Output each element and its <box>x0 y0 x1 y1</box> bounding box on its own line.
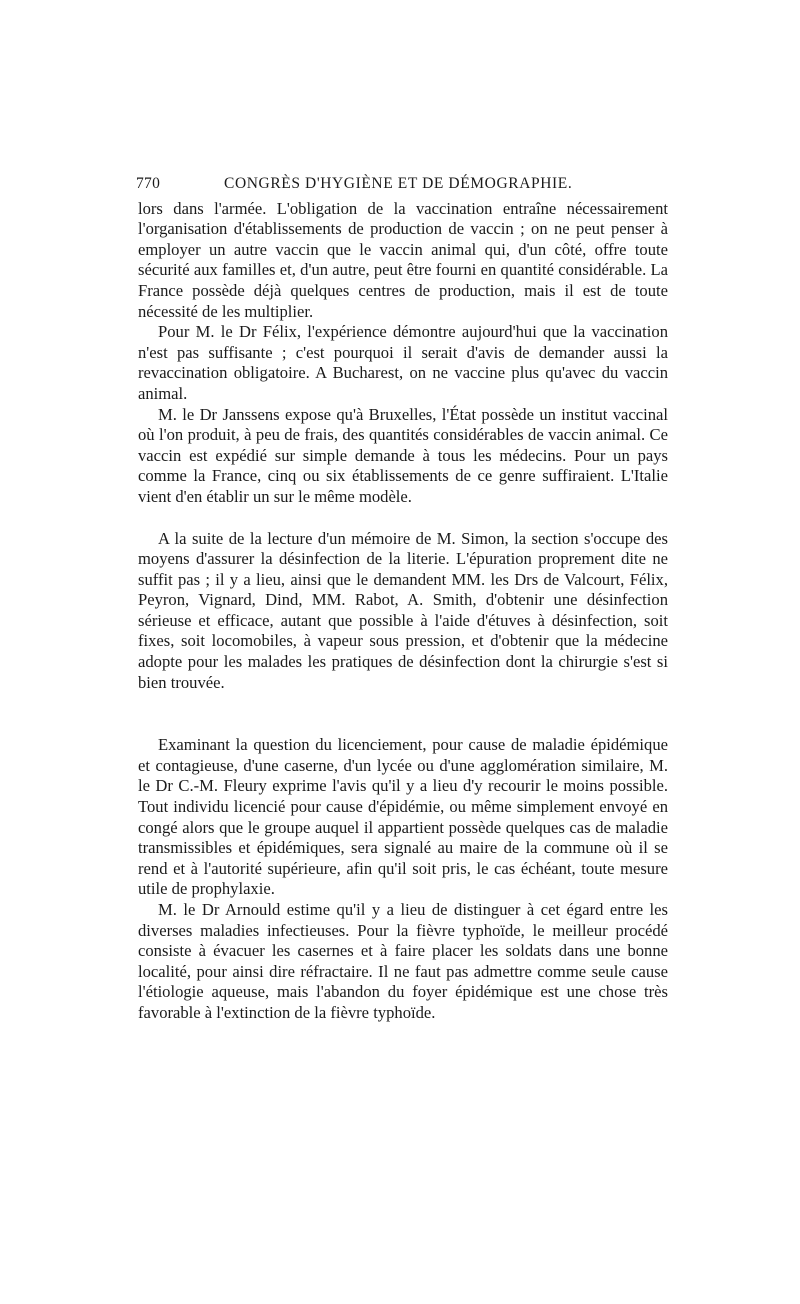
paragraph-janssens-brussels: M. le Dr Janssens expose qu'à Bruxelles, l'État possède un institut vaccinal où l'on produit, à peu de frais, des quantités considérables de vaccin animal. Ce vaccin est expédié sur simple demande à tous les médecins. Pour un pays comme la France, cinq ou six établissements de ce genre suffiraient. L'Italie vient d'en établir un sur le même modèle. <box>138 404 668 506</box>
paragraph-felix-revaccination: Pour M. le Dr Félix, l'expérience démontre aujourd'hui que la vaccination n'est pas suffisante ; c'est pourquoi il serait d'avis de demander aussi la revaccination obligatoire. A Bucharest, on ne vaccine plus qu'avec du vaccin animal. <box>138 322 668 403</box>
section-divider-space <box>138 508 668 529</box>
running-header <box>136 174 668 195</box>
paragraph-licenciement: Examinant la question du licenciement, pour cause de maladie épidémique et contagieuse, d'une caserne, d'un lycée ou d'une agglomération similaire, M. le Dr C.-M. Fleury exprime l'avis qu'il y a lieu d'y recourir le moins possible. Tout individu licencié pour cause d'épidémie, ou même simplement envoyé en congé alors que le groupe auquel il appartient possède quelques cas de maladie transmissibles et épidémiques, sera signalé au maire de la commune où il se rend et à l'autorité supérieure, afin qu'il soit pris, le cas échéant, toute mesure utile de prophylaxie. <box>138 735 668 899</box>
paragraph-bedding-disinfection: A la suite de la lecture d'un mémoire de M. Simon, la section s'occupe des moyens d'assurer la désinfection de la literie. L'épuration proprement dite ne suffit pas ; il y a lieu, ainsi que le demandent MM. les Drs de Valcourt, Félix, Peyron, Vignard, Dind, MM. Rabot, A. Smith, d'obtenir une désinfection sérieuse et efficace, autant que possible à l'aide d'étuves à désinfection, soit fixes, soit locomobiles, à vapeur sous pression, et d'obtenir que la médecine adopte pour les malades les pratiques de désinfection dont la chirurgie s'est si bien trouvée. <box>138 528 668 692</box>
page-number: 770 <box>136 175 161 192</box>
paragraph-vaccine-production: lors dans l'armée. L'obligation de la vaccination entraîne nécessairement l'organisation d'établissements de production de vaccin ; on ne peut penser à employer un autre vaccin que le vaccin animal qui, d'un côté, offre toute sécurité aux familles et, d'un autre, peut être fourni en quantité considérable. La France possède déjà quelques centres de production, mais il est de toute nécessité de les multiplier. <box>138 198 668 321</box>
paragraph-arnould-typhoid: M. le Dr Arnould estime qu'il y a lieu de distinguer à cet égard entre les diverses maladies infectieuses. Pour la fièvre typhoïde, le meilleur procédé consiste à évacuer les casernes et à faire placer les soldats dans une bonne localité, pour ainsi dire réfractaire. Il ne faut pas admettre comme seule cause l'étiologie aqueuse, mais l'abandon du foyer épidémique est une chose très favorable à l'extinction de la fièvre typhoïde. <box>138 900 668 1022</box>
section-divider-space <box>138 693 668 735</box>
book-page <box>138 174 668 1024</box>
running-title: CONGRÈS D'HYGIÈNE ET DE DÉMOGRAPHIE. <box>224 175 573 192</box>
